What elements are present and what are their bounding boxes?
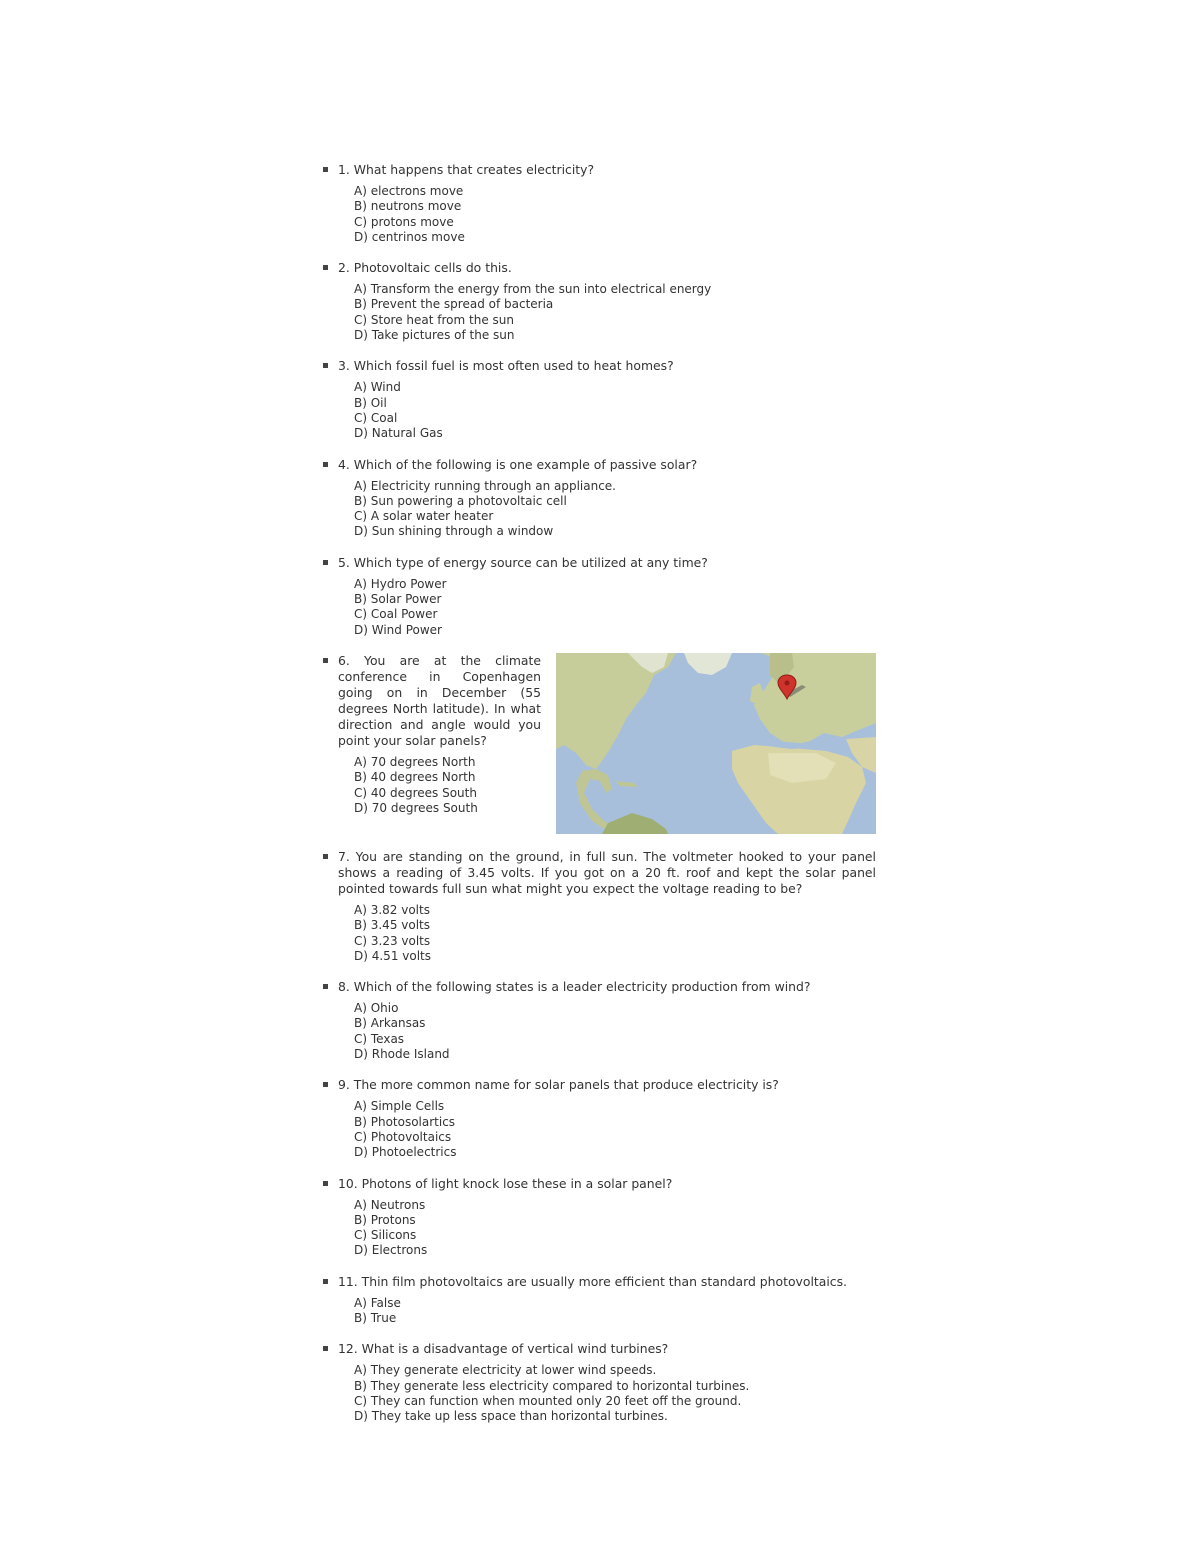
answer-option: C) 3.23 volts <box>354 933 431 948</box>
answer-option: C) protons move <box>354 214 454 229</box>
question-item <box>320 653 876 834</box>
answer-option: B) They generate less electricity compared to horizontal turbines. <box>354 1378 750 1393</box>
answer-option: B) Prevent the spread of bacteria <box>354 297 554 312</box>
question-stem: 2. Photovoltaic cells do this. <box>338 260 512 276</box>
answer-option: B) Arkansas <box>354 1016 426 1031</box>
answer-option: A) Transform the energy from the sun into electrical energy <box>354 282 712 297</box>
answer-option: A) Electricity running through an appliance. <box>354 478 616 493</box>
answer-option: A) Hydro Power <box>354 576 447 591</box>
question-stem: 1. What happens that creates electricity? <box>338 162 595 177</box>
bullet-icon <box>323 854 328 859</box>
world-map-image <box>556 653 876 834</box>
question-item <box>320 358 876 441</box>
bullet-icon <box>323 363 328 368</box>
answer-option: B) Protons <box>354 1212 416 1227</box>
answer-option: A) 3.82 volts <box>354 902 430 917</box>
answer-option: D) Rhode Island <box>354 1047 450 1062</box>
question-item <box>320 1341 876 1424</box>
answer-option: C) Coal Power <box>354 607 438 622</box>
answer-option: D) Take pictures of the sun <box>354 328 515 343</box>
answer-option: D) centrinos move <box>354 229 465 244</box>
question-stem: 9. The more common name for solar panels that produce electricity is? <box>338 1077 779 1093</box>
answer-option: D) Photoelectrics <box>354 1145 457 1160</box>
question-stem: 10. Photons of light knock lose these in a solar panel? <box>338 1175 673 1191</box>
answer-option: D) Wind Power <box>354 622 442 637</box>
answer-option: A) electrons move <box>354 184 464 198</box>
answer-option: B) True <box>354 1310 397 1325</box>
question-stem: 4. Which of the following is one example of passive solar? <box>338 456 698 472</box>
answer-option: A) False <box>354 1295 401 1310</box>
bullet-icon <box>323 1346 328 1351</box>
answer-options <box>354 577 876 638</box>
bullet-icon <box>323 1181 328 1186</box>
question-stem: 12. What is a disadvantage of vertical wind turbines? <box>338 1341 669 1357</box>
answer-option: B) Sun powering a photovoltaic cell <box>354 493 567 508</box>
bullet-icon <box>323 984 328 989</box>
question-stem: 7. You are standing on the ground, in full sun. The voltmeter hooked to your panel shows a reading of 3.45 volts. If you got on a 20 ft. roof and kept the solar panel pointed towards full sun what might you expect the voltage reading to be? <box>338 848 876 896</box>
bullet-icon <box>323 167 328 172</box>
answer-options <box>354 1099 876 1160</box>
answer-option: C) Store heat from the sun <box>354 312 514 327</box>
answer-option: B) Solar Power <box>354 592 442 607</box>
answer-option: D) Sun shining through a window <box>354 524 554 539</box>
answer-options <box>354 755 541 816</box>
bullet-icon <box>323 1082 328 1087</box>
quiz-list <box>320 162 876 1424</box>
answer-options <box>354 184 876 245</box>
answer-options <box>354 282 876 343</box>
answer-option: B) Photosolartics <box>354 1114 456 1129</box>
question-item <box>320 849 876 964</box>
answer-option: B) Oil <box>354 395 387 410</box>
question-stem: 5. Which type of energy source can be utilized at any time? <box>338 554 708 570</box>
answer-option: C) Texas <box>354 1031 405 1046</box>
question-item <box>320 260 876 343</box>
answer-options <box>354 1363 876 1424</box>
answer-option: D) 4.51 volts <box>354 948 432 963</box>
question-item <box>320 457 876 540</box>
answer-option: B) 3.45 volts <box>354 918 430 933</box>
bullet-icon <box>323 265 328 270</box>
bullet-icon <box>323 462 328 467</box>
question-text-column <box>338 653 541 816</box>
answer-option: A) Neutrons <box>354 1197 426 1212</box>
answer-options <box>354 380 876 441</box>
answer-options <box>354 903 876 964</box>
bullet-icon <box>323 1279 328 1284</box>
answer-option: C) Coal <box>354 410 398 425</box>
answer-option: C) 40 degrees South <box>354 785 477 800</box>
answer-option: A) Simple Cells <box>354 1099 445 1114</box>
question-item <box>320 1077 876 1160</box>
answer-option: D) Natural Gas <box>354 426 443 441</box>
answer-option: C) Photovoltaics <box>354 1129 452 1144</box>
question-stem: 11. Thin film photovoltaics are usually more efficient than standard photovoltaics. <box>338 1273 847 1289</box>
bullet-icon <box>323 560 328 565</box>
question-item <box>320 979 876 1062</box>
question-item <box>320 555 876 638</box>
answer-option: D) 70 degrees South <box>354 800 478 815</box>
answer-option: A) Wind <box>354 380 401 395</box>
answer-option: C) A solar water heater <box>354 509 494 524</box>
answer-options <box>354 1001 876 1062</box>
answer-option: C) They can function when mounted only 20 feet off the ground. <box>354 1393 742 1408</box>
answer-option: A) 70 degrees North <box>354 754 476 769</box>
bullet-icon <box>323 658 328 663</box>
question-stem: 6. You are at the climate conference in Copenhagen going on in December (55 degrees North latitude). In what direction and angle would you point your solar panels? <box>338 652 541 748</box>
answer-option: B) 40 degrees North <box>354 770 476 785</box>
answer-options <box>354 1198 876 1259</box>
question-item <box>320 1274 876 1327</box>
question-item <box>320 1176 876 1259</box>
answer-options <box>354 1296 876 1327</box>
answer-option: C) Silicons <box>354 1228 417 1243</box>
answer-option: D) Electrons <box>354 1243 428 1258</box>
answer-option: D) They take up less space than horizontal turbines. <box>354 1409 668 1424</box>
answer-option: A) Ohio <box>354 1001 399 1016</box>
question-item <box>320 162 876 245</box>
answer-option: A) They generate electricity at lower wind speeds. <box>354 1363 657 1378</box>
question-stem: 3. Which fossil fuel is most often used to heat homes? <box>338 358 674 374</box>
question-stem: 8. Which of the following states is a leader electricity production from wind? <box>338 979 811 995</box>
answer-option: B) neutrons move <box>354 199 462 214</box>
answer-options <box>354 479 876 540</box>
